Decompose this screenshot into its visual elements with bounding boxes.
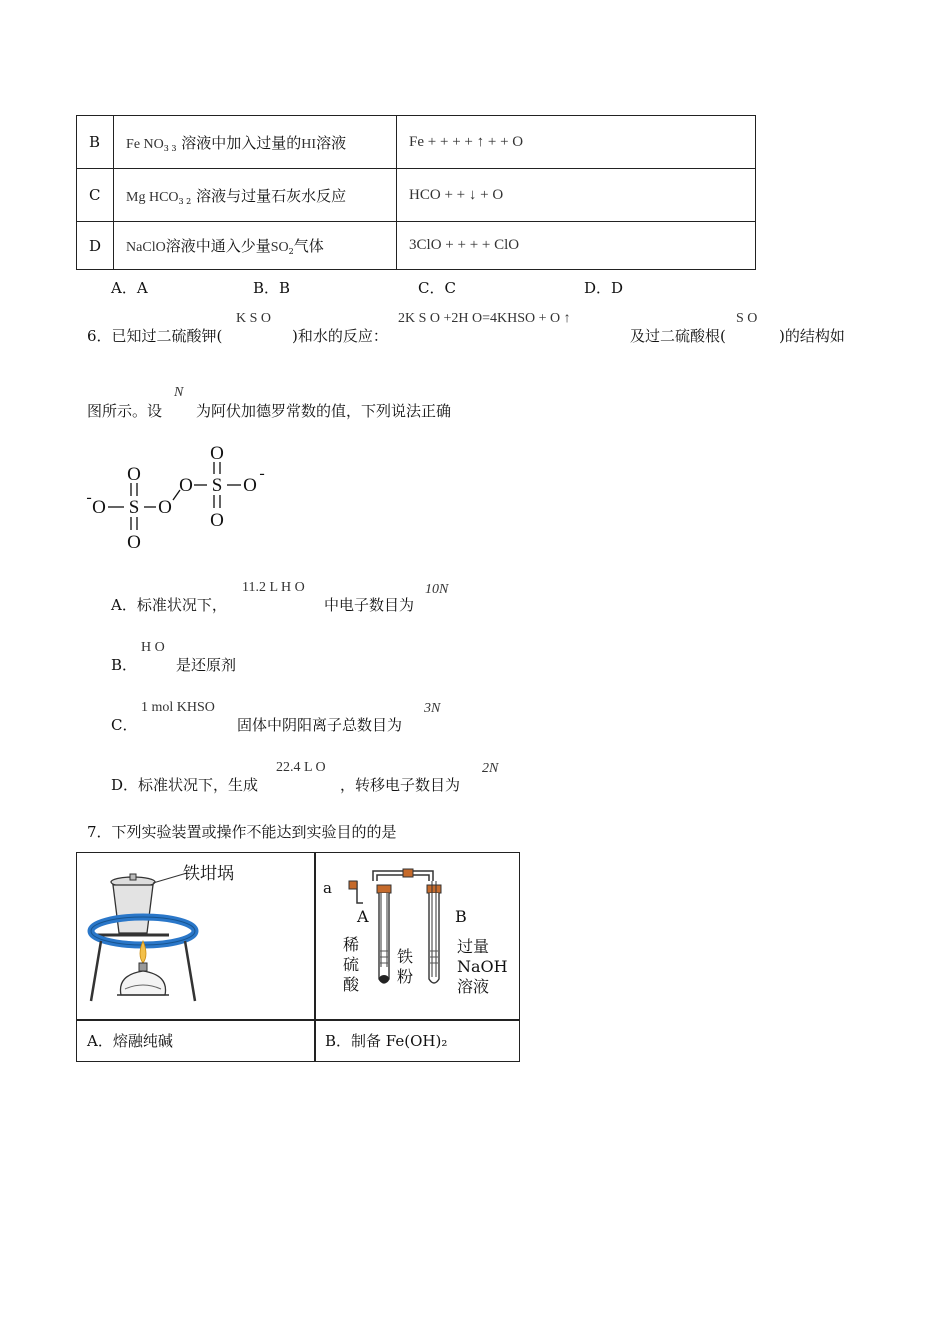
crucible-label: 铁坩埚: [183, 864, 234, 884]
row-equation: 3ClO + + + + ClO: [397, 222, 756, 270]
q6-option-a-formula: 11.2 L H O: [242, 580, 305, 595]
q6-option-a-value: 10N: [425, 582, 449, 597]
atom-o: O: [210, 510, 224, 531]
dilute-acid-label: 稀 硫 酸: [343, 935, 360, 994]
row-description: Fe $NO_{3 3}$ 溶液中加入过量的HI溶液: [114, 116, 397, 169]
atom-s: S: [128, 497, 140, 518]
row-equation: Fe + + + + ↑ + + O: [397, 116, 756, 169]
q6-option-c-value: 3N: [424, 701, 441, 716]
q6-na-symbol: N: [174, 385, 184, 400]
q6-option-b: B．: [111, 656, 138, 674]
row-label: C: [77, 169, 114, 222]
row-equation: HCO + + ↓ + O: [397, 169, 756, 222]
valve-a-label: a: [323, 879, 332, 897]
row-description: NaClO溶液中通入少量$SO_2$气体: [114, 222, 397, 270]
q6-option-d-mid: ，转移电子数目为: [340, 776, 461, 794]
q6-formula-s2o8: S O: [736, 311, 758, 326]
atom-o: O: [92, 497, 106, 518]
q6-option-b-mid: 是还原剂: [176, 656, 237, 674]
charge-minus: -: [259, 465, 265, 482]
row-label: B: [77, 116, 114, 169]
tube-a-label: A: [357, 907, 369, 926]
atom-o: O: [243, 475, 257, 496]
atom-o: O: [127, 464, 141, 485]
q6-reaction-equation: 2K S O +2H O=4KHSO + O ↑: [398, 311, 571, 326]
q6-stem-d: )的结构如: [779, 327, 845, 345]
q6-stem-line2b: 为阿伏加德罗常数的值，下列说法正确: [196, 402, 452, 420]
q6-option-c: C．: [111, 716, 138, 734]
q6-option-c-formula: 1 mol KHSO: [141, 700, 215, 715]
q6-option-b-formula: H O: [141, 640, 165, 655]
row-description: Mg $HCO_{3 2}$ 溶液与过量石灰水反应: [114, 169, 397, 222]
q6-stem-a: 6．已知过二硫酸钾(: [87, 327, 223, 345]
choice-b: B．B: [253, 279, 291, 297]
atom-o: O: [210, 443, 224, 464]
iron-powder-label: 铁 粉: [397, 947, 414, 986]
q6-option-d-formula: 22.4 L O: [276, 760, 326, 775]
choice-d: D．D: [584, 279, 624, 297]
atom-o: O: [127, 532, 141, 553]
q6-stem-c: 及过二硫酸根(: [630, 327, 726, 345]
option-table: [76, 115, 756, 270]
row-label: D: [77, 222, 114, 270]
q7-apparatus-table: [76, 852, 520, 1062]
q6-option-d-value: 2N: [482, 761, 499, 776]
q6-option-d: D．标准状况下，生成: [111, 776, 259, 794]
caption-b: B．制备 Fe(OH)₂: [325, 1032, 448, 1050]
atom-o: O: [179, 475, 193, 496]
atom-o: O: [158, 497, 172, 518]
naoh-label: 过量 NaOH 溶液: [457, 937, 508, 996]
q6-formula-k2s2o8: K S O: [236, 311, 272, 326]
q6-option-a: A．标准状况下，: [111, 596, 227, 614]
choice-c: C．C: [418, 279, 456, 297]
peroxydisulfate-structure: [80, 438, 280, 556]
q6-option-c-mid: 固体中阴阳离子总数目为: [237, 716, 403, 734]
q6-option-a-mid: 中电子数目为: [324, 596, 415, 614]
q6-stem-b: )和水的反应：: [292, 327, 388, 345]
q7-stem: 7．下列实验装置或操作不能达到实验目的的是: [87, 823, 397, 841]
caption-a: A．熔融纯碱: [87, 1032, 173, 1050]
atom-s: S: [211, 475, 223, 496]
tube-b-label: B: [455, 907, 467, 926]
choice-a: A．A: [111, 279, 148, 297]
q6-stem-line2: 图所示。设: [87, 402, 163, 420]
charge-minus: -: [86, 489, 92, 506]
